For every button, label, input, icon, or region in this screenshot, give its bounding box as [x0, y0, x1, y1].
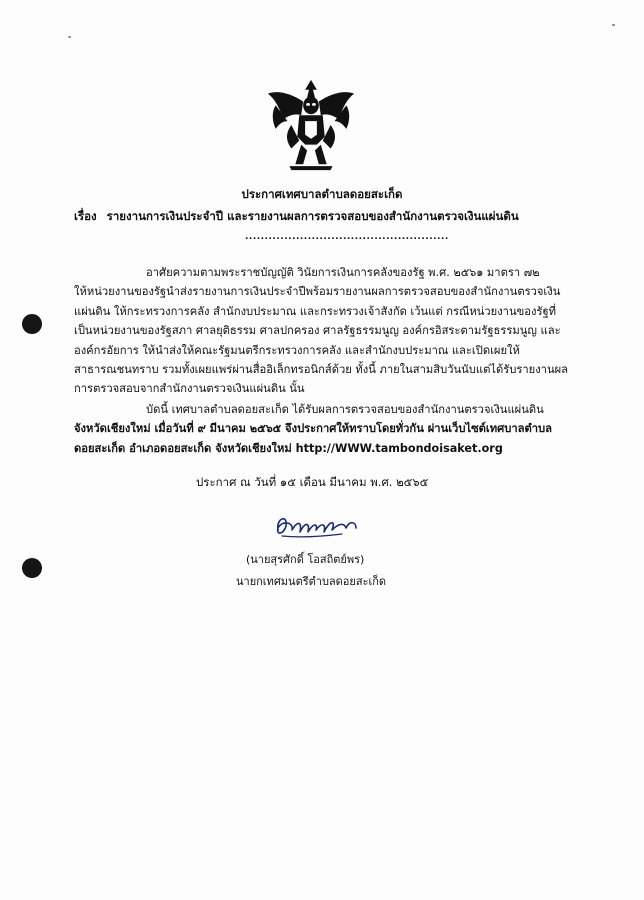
signature-icon	[272, 508, 362, 542]
paragraph-2	[74, 400, 552, 458]
paragraph-line: สาธารณชนทราบ รวมทั้งเผยแพร่ผ่านสื่ออิเล็กทรอนิกส์ด้วย ทั้งนี้ ภายในสามสิบวันนับแต่ได้รับรายงานผล	[74, 363, 569, 377]
paragraph-line: บัดนี้ เทศบาลตำบลดอยสะเก็ด ได้รับผลการตรวจสอบของสำนักงานตรวจเงินแผ่นดิน	[146, 403, 544, 416]
scan-speck	[612, 24, 615, 26]
title-separator: ....................................................	[245, 232, 449, 242]
paragraph-line: เป็นหน่วยงานของรัฐสภา ศาลยุติธรรม ศาลปกครอง ศาลรัฐธรรมนูญ องค์กรอิสระตามรัฐธรรมนูญ และ	[74, 324, 561, 338]
paragraph-line: ให้หน่วยงานของรัฐนำส่งรายงานการเงินประจำปีพร้อมรายงานผลการตรวจสอบของสำนักงานตรวจเงิน	[74, 285, 561, 299]
paragraph-line: อาศัยความตามพระราชบัญญัติ วินัยการเงินการคลังของรัฐ พ.ศ. ๒๕๖๑ มาตรา ๗๒	[146, 266, 540, 279]
punch-hole-bottom	[22, 558, 42, 578]
subject-text: รายงานการเงินประจำปี และรายงานผลการตรวจสอบของสำนักงานตรวจเงินแผ่นดิน	[106, 209, 519, 223]
garuda-emblem-icon	[262, 76, 360, 174]
paragraph-line: การตรวจสอบจากสำนักงานตรวจเงินแผ่นดิน นั้น	[74, 382, 305, 396]
signatory-name: (นายสุรศักดิ์ โอสถิตย์พร)	[246, 553, 365, 566]
paragraph-line: จังหวัดเชียงใหม่ เมื่อวันที่ ๙ มีนาคม ๒๕๖๕ จึงประกาศให้ทราบโดยทั่วกัน ผ่านเว็บไซต์เทศบาลตำบล	[74, 422, 552, 436]
announcement-title: ประกาศเทศบาลตำบลดอยสะเก็ด	[241, 187, 403, 201]
signatory-position: นายกเทศมนตรีตำบลดอยสะเก็ด	[236, 575, 387, 588]
paragraph-line: องค์กรอัยการ ให้นำส่งให้คณะรัฐมนตรีกระทรวงการคลัง และสำนักงบประมาณ และเปิดเผยให้	[74, 343, 520, 357]
punch-hole-top	[22, 314, 42, 334]
subject-line	[74, 208, 519, 226]
scan-speck	[68, 36, 71, 38]
announcement-date: ประกาศ ณ วันที่ ๑๕ เดือน มีนาคม พ.ศ. ๒๕๖๕	[196, 475, 429, 489]
subject-label: เรื่อง	[74, 209, 97, 223]
paragraph-line: ดอยสะเก็ด อำเภอดอยสะเก็ด จังหวัดเชียงใหม่ http://WWW.tambondoisaket.org	[74, 441, 503, 455]
paragraph-line: แผ่นดิน ให้กระทรวงการคลัง สำนักงบประมาณ และกระทรวงเจ้าสังกัด เว้นแต่ กรณีหน่วยงานของรัฐที่	[74, 304, 556, 318]
paragraph-1	[74, 263, 569, 399]
